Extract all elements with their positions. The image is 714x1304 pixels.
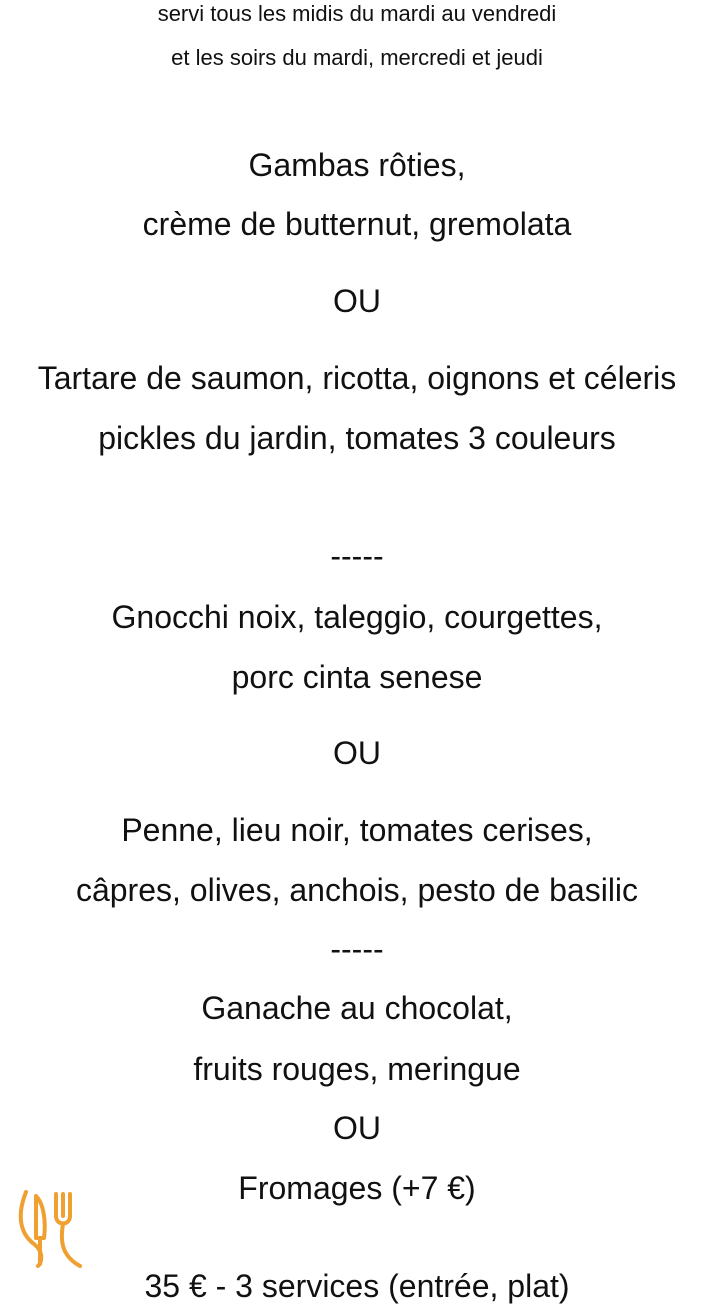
or-divider-1: OU — [333, 283, 381, 319]
dessert-option-2-title: Fromages (+7 €) — [238, 1170, 476, 1206]
course-separator-2: ----- — [330, 931, 384, 967]
service-hours-line-1: servi tous les midis du mardi au vendredi — [157, 1, 557, 26]
starter-option-2-title: Tartare de saumon, ricotta, oignons et céleris — [37, 360, 677, 396]
starter-option-1-description: crème de butternut, gremolata — [142, 206, 572, 242]
or-divider-3: OU — [333, 1110, 381, 1146]
main-option-2-title: Penne, lieu noir, tomates cerises, — [121, 812, 593, 848]
dessert-option-1-description: fruits rouges, meringue — [193, 1051, 521, 1087]
main-option-1-title: Gnocchi noix, taleggio, courgettes, — [111, 599, 603, 635]
starter-option-2-description: pickles du jardin, tomates 3 couleurs — [98, 420, 616, 456]
course-separator-1: ----- — [330, 538, 384, 574]
main-option-2-description: câpres, olives, anchois, pesto de basilic — [75, 872, 639, 908]
main-option-1-description: porc cinta senese — [231, 659, 483, 695]
fork-knife-logo-icon — [14, 1186, 90, 1270]
starter-option-1-title: Gambas rôties, — [248, 147, 466, 183]
or-divider-2: OU — [333, 735, 381, 771]
price-line: 35 € - 3 services (entrée, plat) — [144, 1268, 570, 1304]
service-hours-line-2: et les soirs du mardi, mercredi et jeudi — [171, 45, 543, 70]
dessert-option-1-title: Ganache au chocolat, — [201, 990, 513, 1026]
